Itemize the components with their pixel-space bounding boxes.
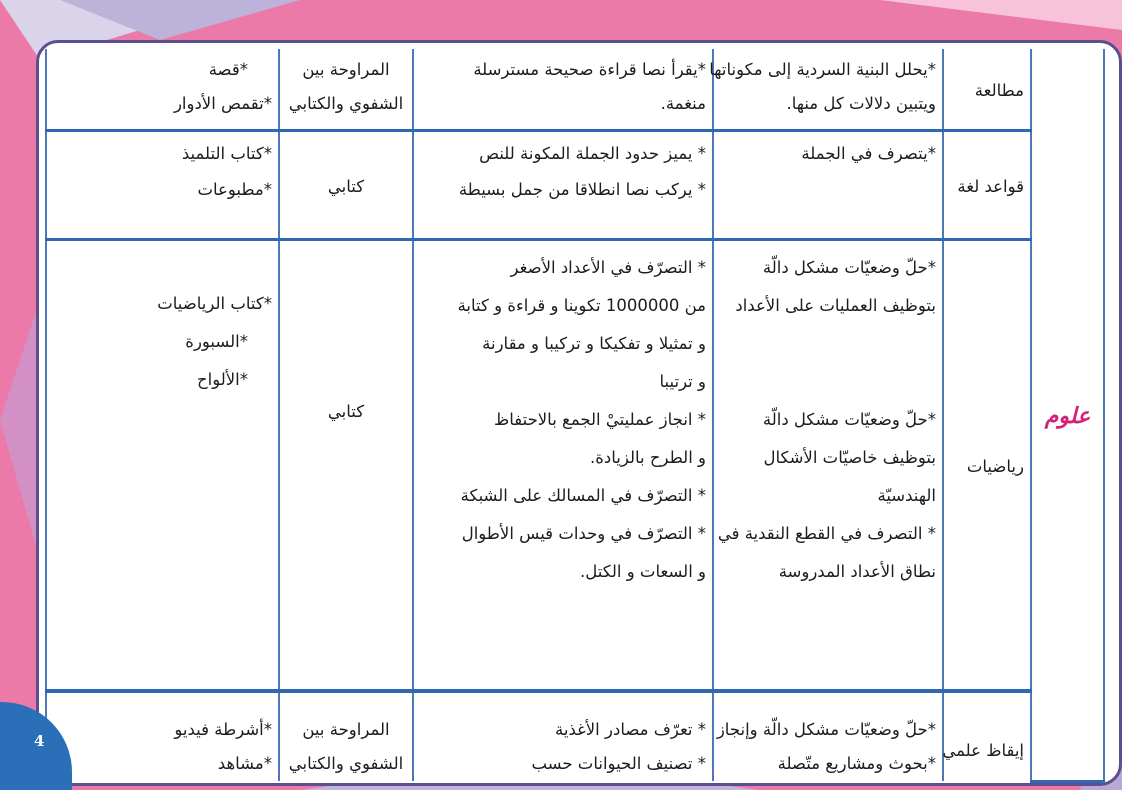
resource-line: *مشاهد	[217, 754, 272, 773]
content-line: و تمثيلا و تفكيكا و تركيبا و مقارنة	[482, 334, 706, 353]
modality-line: المراوحة بين	[302, 60, 390, 79]
subject-text: رياضيات	[966, 457, 1024, 476]
resources-cell	[46, 131, 279, 240]
objectives-cell	[713, 131, 943, 240]
curriculum-table-card	[36, 40, 1122, 786]
resource-line: *قصة	[208, 60, 248, 79]
content-line: *يقرأ نصا قراءة صحيحة مسترسلة	[473, 60, 706, 79]
resources-cell	[46, 691, 279, 781]
content-line: * التصرّف في المسالك على الشبكة	[460, 486, 706, 505]
modality-line: كتابي	[327, 177, 365, 196]
content-line: * التصرّف في الأعداد الأصغر	[510, 258, 706, 277]
objective-line: *حلّ وضعيّات مشكل دالّة	[762, 258, 936, 277]
objective-line: نطاق الأعداد المدروسة	[778, 562, 936, 581]
resources-cell	[46, 240, 279, 692]
objective-line: ويتبين دلالات كل منها.	[786, 94, 936, 113]
objective-line: *بحوث ومشاريع متّصلة	[777, 754, 936, 773]
contents-cell	[413, 131, 713, 240]
content-line: و الطرح بالزيادة.	[590, 448, 706, 467]
table-row	[46, 131, 1104, 240]
modality-line: المراوحة بين	[302, 720, 390, 739]
objectives-cell	[713, 240, 943, 692]
subject-text: إيقاظ علمي	[942, 741, 1024, 760]
contents-cell	[413, 240, 713, 692]
objective-line: *يحلل البنية السردية إلى مكوناتها	[709, 60, 936, 79]
content-line: * انجاز عمليتيْ الجمع بالاحتفاظ	[493, 410, 706, 429]
table-row	[46, 49, 1104, 131]
content-line: و ترتيبا	[659, 372, 706, 391]
resource-line: *أشرطة فيديو	[174, 720, 272, 739]
resource-line: *الألواح	[196, 370, 248, 389]
modality-cell	[279, 691, 413, 781]
objective-line	[720, 325, 936, 363]
curriculum-table	[45, 49, 1105, 783]
content-line: * تصنيف الحيوانات حسب	[531, 754, 706, 773]
resources-cell	[46, 49, 279, 131]
content-line: منغمة.	[660, 94, 706, 113]
domain-cell	[1031, 49, 1104, 781]
content-line: و السعات و الكتل.	[580, 562, 706, 581]
subject-text: قواعد لغة	[957, 177, 1024, 196]
resource-line: *كتاب الرياضيات	[157, 294, 272, 313]
objectives-cell	[709, 49, 943, 131]
subject-cell	[943, 131, 1031, 240]
content-line: * تعرّف مصادر الأغذية	[555, 720, 706, 739]
objectives-cell	[713, 691, 943, 781]
modality-cell	[279, 49, 413, 131]
page-number: 4	[34, 732, 45, 750]
objective-line: بتوظيف خاصيّات الأشكال	[763, 448, 936, 467]
objective-line: بتوظيف العمليات على الأعداد	[735, 296, 936, 315]
subject-cell	[943, 49, 1031, 131]
subject-cell	[943, 691, 1031, 781]
table-row	[46, 691, 1104, 781]
contents-cell	[413, 49, 713, 131]
content-line: * يميز حدود الجملة المكونة للنص	[479, 144, 706, 163]
resource-line: *مطبوعات	[197, 180, 272, 199]
table-row	[46, 240, 1104, 692]
modality-line: كتابي	[327, 402, 365, 421]
objective-line: *حلّ وضعيّات مشكل دالّة وإنجاز	[716, 720, 936, 739]
modality-line: الشفوي والكتابي	[288, 754, 404, 773]
modality-cell	[279, 131, 413, 240]
content-line: * يركب نصا انطلاقا من جمل بسيطة	[458, 180, 706, 199]
objective-line: *حلّ وضعيّات مشكل دالّة	[762, 410, 936, 429]
objective-line: الهندسيّة	[877, 486, 936, 505]
domain-label: علوم	[1044, 403, 1091, 430]
resource-line: *السبورة	[185, 332, 248, 351]
modality-cell	[279, 240, 413, 692]
modality-line: الشفوي والكتابي	[288, 94, 404, 113]
contents-cell	[413, 691, 713, 781]
objective-line	[720, 363, 936, 401]
objective-line: * التصرف في القطع النقدية في	[717, 524, 936, 543]
resource-line: *كتاب التلميذ	[181, 144, 272, 163]
subject-text: مطالعة	[974, 81, 1024, 100]
resource-line: *تقمص الأدوار	[173, 94, 272, 113]
content-line: * التصرّف في وحدات قيس الأطوال	[461, 524, 706, 543]
objective-line: *يتصرف في الجملة	[801, 144, 936, 163]
subject-cell	[943, 240, 1031, 692]
content-line: من 1000000 تكوينا و قراءة و كتابة	[457, 296, 706, 315]
